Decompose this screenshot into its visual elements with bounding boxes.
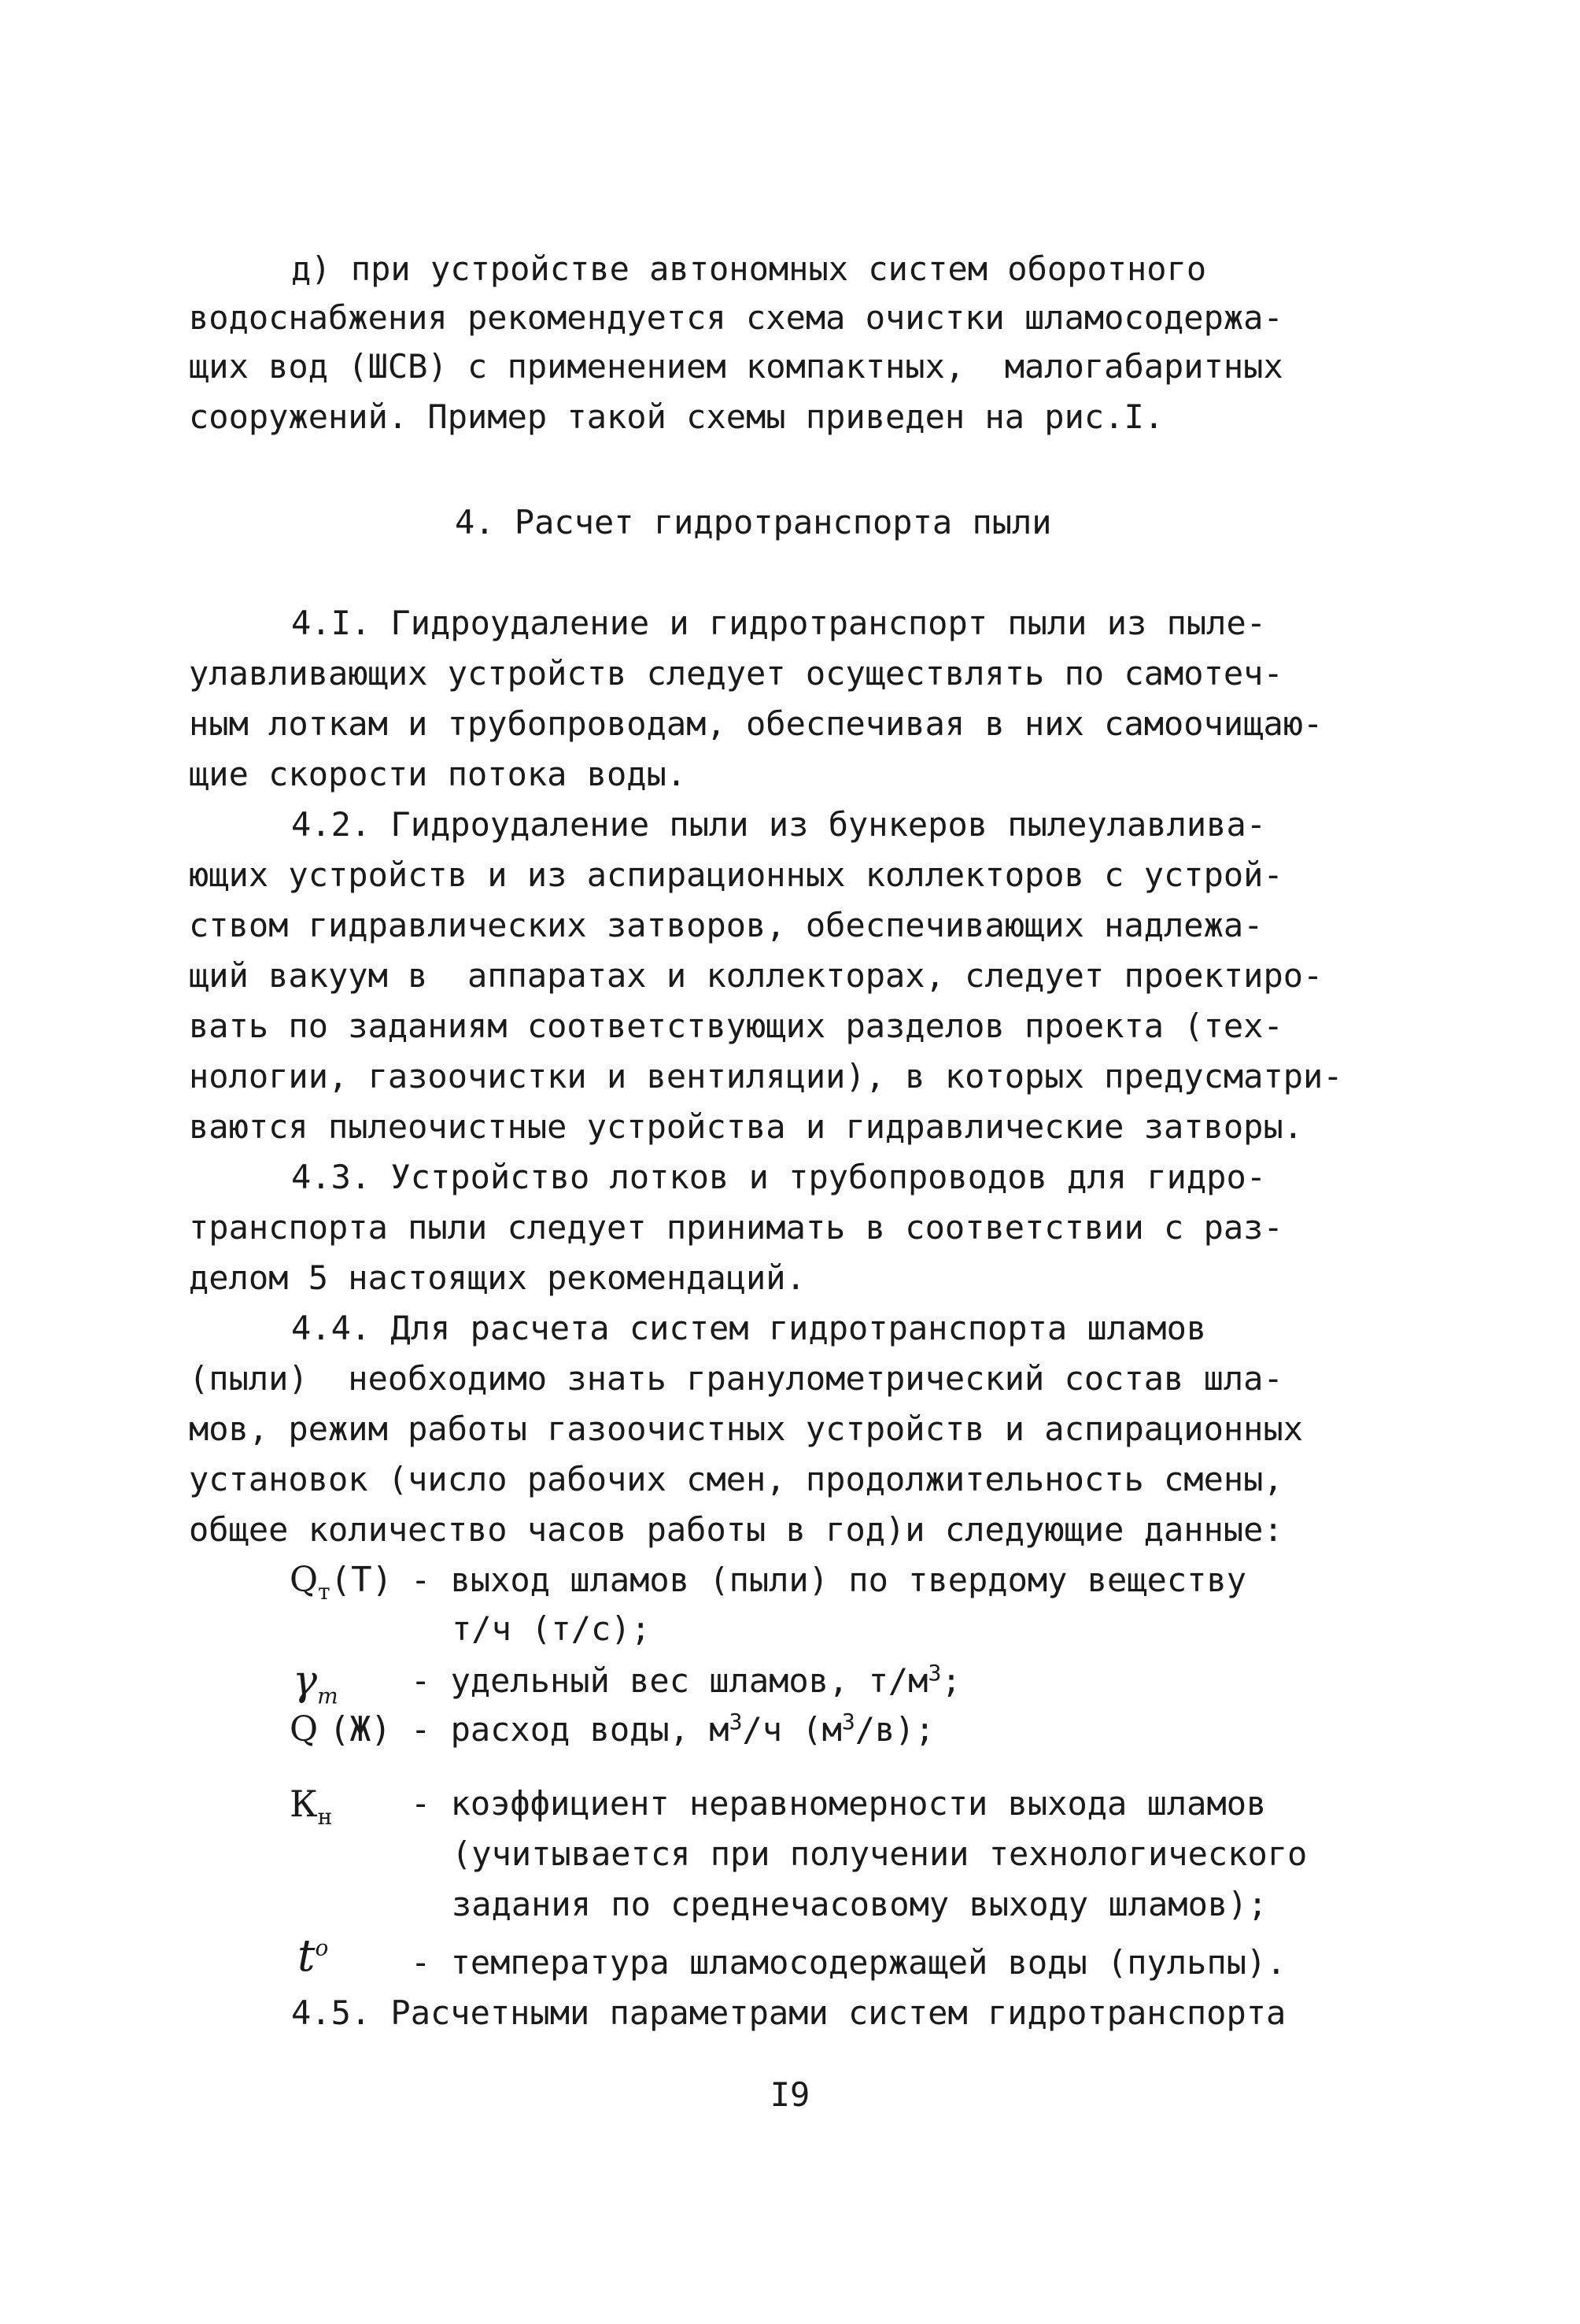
qt-subscript: т (318, 1578, 330, 1605)
p42-line-5: вать по заданиям соответствующих разделов проекта (тех- (189, 1007, 1283, 1045)
para-d-line-3: щих вод (ШСВ) с применением компактных, малогабаритных (189, 347, 1283, 386)
def-q-symbol (290, 1706, 392, 1753)
qt-letter: Q (290, 1560, 319, 1600)
para-d-line-4: сооружений. Пример такой схемы приведен на рис.I. (189, 397, 1165, 436)
qt-unit: (Т) (330, 1560, 393, 1600)
p42-line-4: щий вакуум в аппаратах и коллекторах, следует проектиро- (189, 956, 1323, 995)
def-t-symbol (297, 1933, 328, 1980)
def-qt-text-2: т/ч (т/с); (452, 1609, 651, 1648)
k-subscript: н (317, 1804, 333, 1831)
p43-line-2: транспорта пыли следует принимать в соответствии с раз- (189, 1208, 1283, 1247)
def-k-text-2: (учитывается при получении технологического (452, 1834, 1308, 1873)
def-qt-text: - выход шламов (пыли) по твердому веществу (411, 1561, 1247, 1599)
para-d-line-2: водоснабжения рекомендуется схема очистки шламосодержа- (189, 298, 1283, 337)
p45-line-1: 4.5. Расчетными параметрами систем гидротранспорта (291, 1993, 1287, 2032)
q-unit: (Ж) (329, 1709, 392, 1749)
q-letter: Q (290, 1709, 319, 1749)
p43-line-1: 4.3. Устройство лотков и трубопроводов для гидро- (291, 1158, 1267, 1196)
section-title: 4. Расчет гидротранспорта пыли (455, 503, 1052, 541)
p41-line-3: ным лоткам и трубопроводам, обеспечивая в них самоочищаю- (189, 704, 1323, 743)
p42-line-6: нологии, газоочистки и вентиляции), в которых предусматри- (189, 1057, 1343, 1095)
t-letter: t (297, 1931, 316, 1982)
gamma-superscript: 3 (928, 1660, 942, 1686)
def-q-text (411, 1706, 935, 1753)
p43-line-3: делом 5 настоящих рекомендаций. (189, 1258, 806, 1297)
p41-line-2: улавливающих устройств следует осуществлять по самотеч- (189, 654, 1283, 693)
q-text-mid: /ч (м (742, 1710, 842, 1749)
q-superscript-2: 3 (841, 1709, 855, 1735)
p42-line-1: 4.2. Гидроудаление пыли из бункеров пылеулавлива- (291, 805, 1267, 844)
q-superscript-1: 3 (729, 1709, 743, 1735)
def-gamma-symbol (293, 1657, 338, 1709)
gamma-letter: γ (293, 1657, 318, 1705)
t-superscript: o (315, 1934, 329, 1961)
def-t-text: - температура шламосодержащей воды (пульпы). (411, 1943, 1287, 1982)
def-k-symbol (290, 1780, 333, 1831)
p44-line-1: 4.4. Для расчета систем гидротранспорта шламов (291, 1309, 1207, 1347)
gamma-text-main: - удельный вес шламов, т/м (411, 1661, 928, 1700)
p44-line-4: установок (число рабочих смен, продолжительность смены, (189, 1460, 1283, 1498)
gamma-subscript: т (317, 1683, 338, 1709)
q-text-main: - расход воды, м (411, 1710, 729, 1749)
p41-line-1: 4.I. Гидроудаление и гидротранспорт пыли из пыле- (291, 604, 1267, 642)
p41-line-4: щие скорости потока воды. (189, 755, 687, 793)
q-text-end: /в); (855, 1710, 935, 1749)
p44-line-2: (пыли) необходимо знать гранулометрический состав шла- (189, 1359, 1283, 1398)
k-letter: К (290, 1783, 318, 1825)
p44-line-3: мов, режим работы газоочистных устройств и аспирационных (189, 1410, 1304, 1448)
p42-line-3: ством гидравлических затворов, обеспечивающих надлежа- (189, 906, 1264, 944)
p44-line-5: общее количество часов работы в год)и следующие данные: (189, 1510, 1283, 1549)
p42-line-7: ваются пылеочистные устройства и гидравлические затворы. (189, 1107, 1304, 1146)
def-k-text-3: задания по среднечасовому выходу шламов); (452, 1885, 1268, 1923)
p42-line-2: ющих устройств и из аспирационных коллекторов с устрой- (189, 855, 1283, 894)
gamma-text-end: ; (941, 1661, 962, 1700)
def-k-text: - коэффициент неравномерности выхода шламов (411, 1784, 1267, 1823)
def-qt-symbol (290, 1557, 393, 1604)
page-number: I9 (770, 2075, 810, 2114)
def-gamma-text (411, 1657, 962, 1705)
para-d-line-1: д) при устройстве автономных систем оборотного (291, 249, 1207, 288)
